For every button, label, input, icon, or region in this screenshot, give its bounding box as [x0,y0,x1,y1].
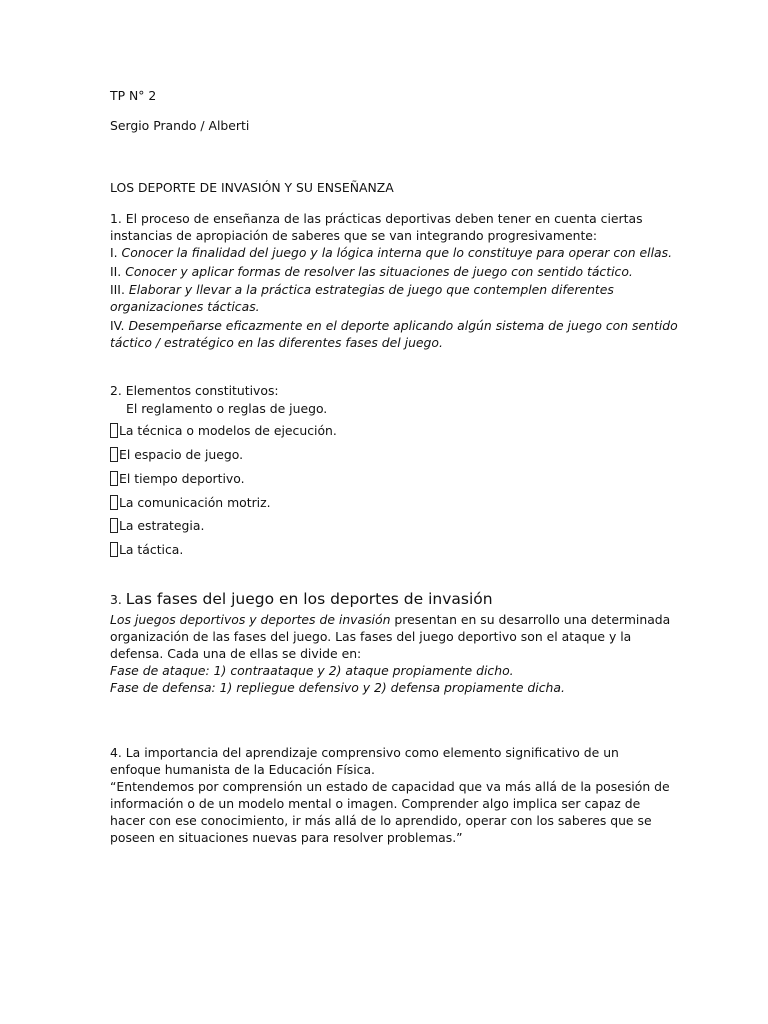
section1-item-2: II. Conocer y aplicar formas de resolver las situaciones de juego con sentido táctico. [110,264,633,279]
document-title: LOS DEPORTE DE INVASIÓN Y SU ENSEÑANZA [110,180,394,195]
tp-number: TP N° 2 [110,88,157,103]
section2-first-item: El reglamento o reglas de juego. [126,401,328,416]
checkbox-glyph-icon [110,447,118,462]
section3-line1: Los juegos deportivos y deportes de invasión presentan en su desarrollo una determinada [110,612,671,627]
section1-intro-line2: instancias de apropiación de saberes que se van integrando progresivamente: [110,228,598,243]
checkbox-glyph-icon [110,495,118,510]
section3-number: 3. [110,592,122,607]
section1-number: 1. [110,211,122,226]
list-item: La estrategia. [110,517,204,534]
section4-line1: 4. La importancia del aprendizaje comprensivo como elemento significativo de un [110,745,619,760]
list-item: La comunicación motriz. [110,494,271,511]
section3-heading: 3. Las fases del juego en los deportes de invasión [110,590,493,608]
checkbox-glyph-icon [110,471,118,486]
checkbox-glyph-icon [110,542,118,557]
section1-item-1: I. Conocer la finalidad del juego y la lógica interna que lo constituye para operar con ellas. [110,245,673,260]
section1-item-4: IV. Desempeñarse eficazmente en el deporte aplicando algún sistema de juego con sentido [110,318,678,333]
list-item: El tiempo deportivo. [110,470,245,487]
section1-item-4-cont: táctico / estratégico en las diferentes fases del juego. [110,335,443,350]
section3-line3: defensa. Cada una de ellas se divide en: [110,646,362,661]
section2-heading: 2. Elementos constitutivos: [110,383,279,398]
list-item: La táctica. [110,541,183,558]
section1-intro-line1: 1. El proceso de enseñanza de las prácticas deportivas deben tener en cuenta ciertas [110,211,643,226]
section3-line2: organización de las fases del juego. Las fases del juego deportivo son el ataque y la [110,629,632,644]
section4-quote-line1: “Entendemos por comprensión un estado de capacidad que va más allá de la posesión de [110,779,670,794]
section3-line4: Fase de ataque: 1) contraataque y 2) ataque propiamente dicho. [110,663,514,678]
section1-item-3-cont: organizaciones tácticas. [110,299,260,314]
section4-line2: enfoque humanista de la Educación Física. [110,762,376,777]
checkbox-glyph-icon [110,518,118,533]
section4-quote-line4: poseen en situaciones nuevas para resolver problemas.” [110,830,463,845]
section4-quote-line2: información o de un modelo mental o imagen. Comprender algo implica ser capaz de [110,796,641,811]
authors: Sergio Prando / Alberti [110,118,250,133]
section1-item-3: III. Elaborar y llevar a la práctica estrategias de juego que contemplen diferentes [110,282,614,297]
list-item: El espacio de juego. [110,446,243,463]
list-item: La técnica o modelos de ejecución. [110,422,337,439]
section4-quote-line3: hacer con ese conocimiento, ir más allá de lo aprendido, operar con los saberes que se [110,813,652,828]
checkbox-glyph-icon [110,423,118,438]
section3-line5: Fase de defensa: 1) repliegue defensivo y 2) defensa propiamente dicha. [110,680,565,695]
